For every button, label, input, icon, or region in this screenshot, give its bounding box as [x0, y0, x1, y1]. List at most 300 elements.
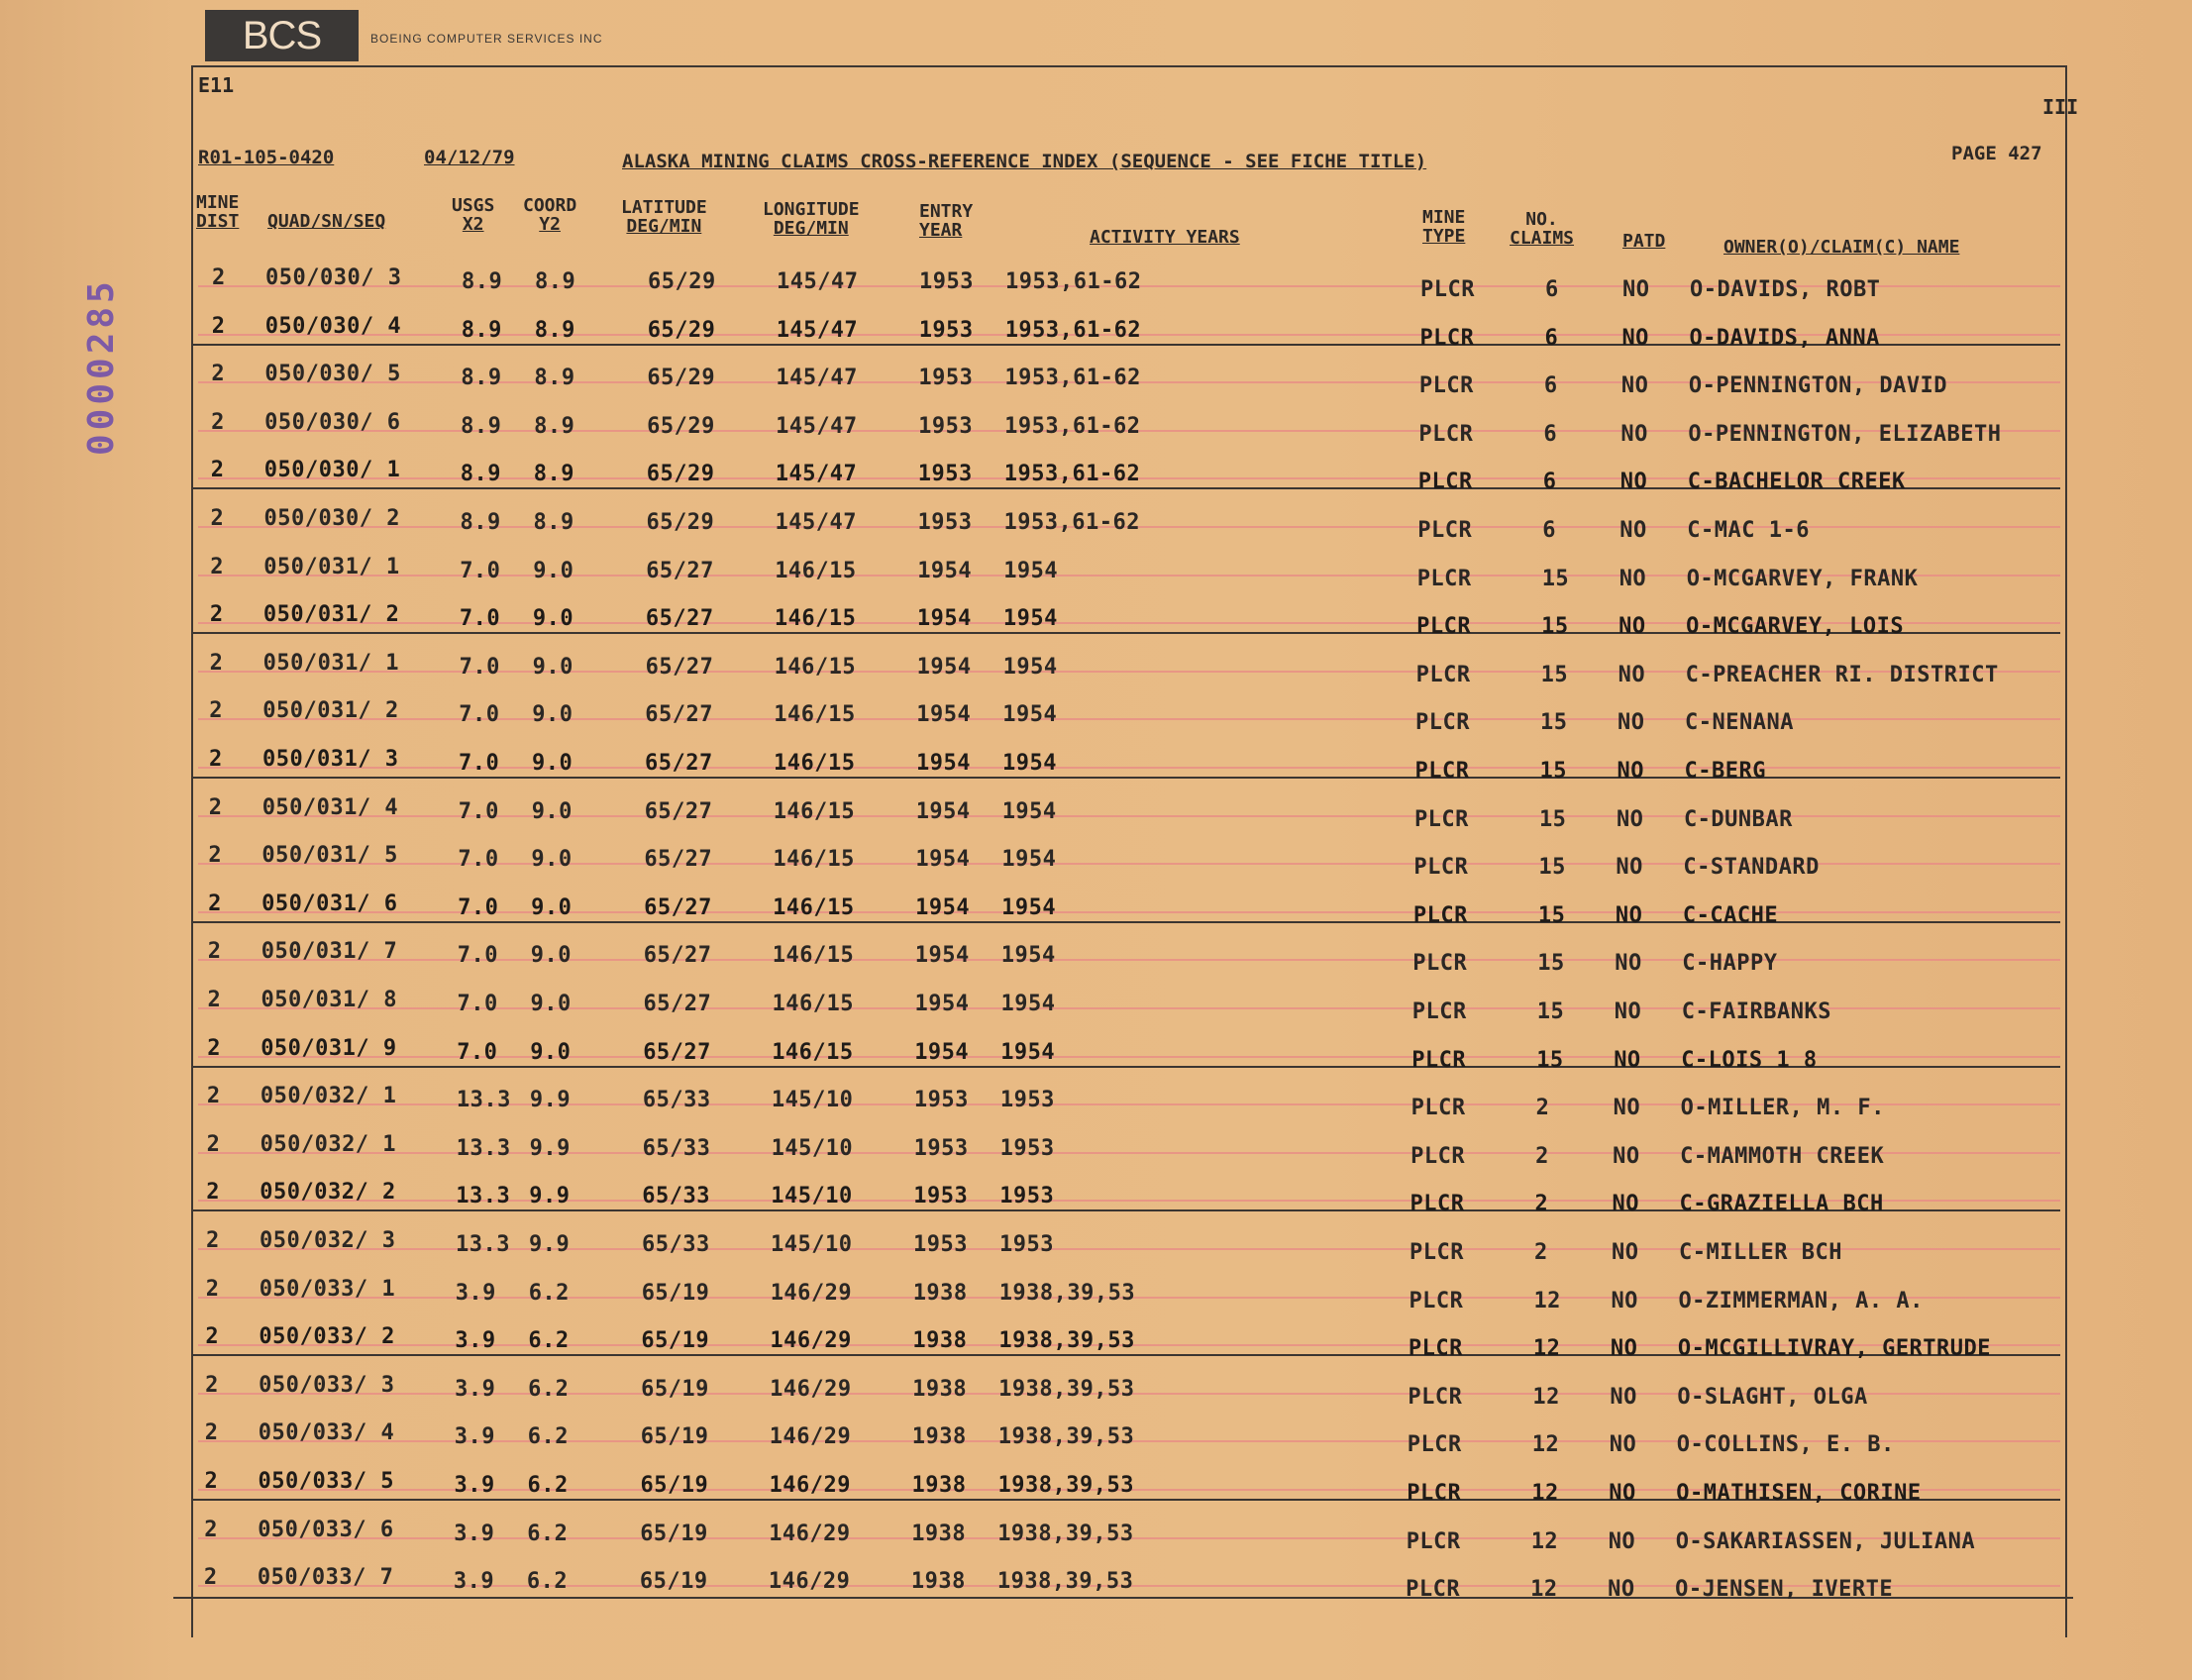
- cell-o: O-MCGILLIVRAY, GERTRUDE: [1677, 1336, 1992, 1362]
- cell-ey: 1953: [913, 1135, 969, 1161]
- cell-o: O-COLLINS, E. B.: [1676, 1432, 1895, 1458]
- cell-ey: 1953: [913, 1232, 968, 1257]
- cell-y: 9.0: [530, 1039, 572, 1065]
- table-row: [0, 837, 2192, 885]
- cell-d: 2: [203, 1565, 218, 1591]
- cell-n: 15: [1536, 999, 1565, 1024]
- cell-act: 1953,61-62: [1004, 413, 1141, 439]
- cell-x: 3.9: [455, 1376, 496, 1402]
- cell-act: 1954: [1002, 654, 1058, 680]
- cell-x: 7.0: [457, 1039, 498, 1065]
- cell-p: NO: [1609, 1432, 1637, 1458]
- cell-x: 7.0: [458, 798, 499, 824]
- table-row: [0, 1463, 2192, 1511]
- table-row: [0, 500, 2192, 548]
- cell-x: 8.9: [461, 413, 502, 439]
- table-row: [0, 1126, 2192, 1174]
- cell-p: NO: [1614, 1047, 1641, 1073]
- cell-lat: 65/29: [646, 462, 715, 487]
- cell-n: 2: [1535, 1143, 1549, 1169]
- cell-ey: 1954: [916, 702, 972, 728]
- cell-t: PLCR: [1419, 325, 1475, 351]
- cell-act: 1954: [1002, 606, 1058, 632]
- cell-ey: 1953: [918, 317, 974, 343]
- cell-q: 050/031/ 5: [261, 843, 398, 869]
- cell-ey: 1953: [919, 269, 974, 294]
- cell-n: 6: [1542, 518, 1556, 543]
- cell-q: 050/031/ 1: [262, 650, 400, 676]
- table-row: [0, 645, 2192, 692]
- cell-y: 8.9: [535, 269, 576, 294]
- table-row: [0, 886, 2192, 933]
- cell-lon: 145/10: [771, 1232, 853, 1257]
- cell-d: 2: [205, 1276, 220, 1302]
- col-header-line: TYPE: [1422, 226, 1466, 247]
- cell-q: 050/033/ 1: [259, 1276, 396, 1302]
- cell-d: 2: [210, 554, 224, 579]
- cell-lon: 146/29: [768, 1569, 851, 1595]
- cell-x: 7.0: [457, 992, 498, 1016]
- cell-d: 2: [208, 843, 223, 869]
- cell-t: PLCR: [1407, 1481, 1462, 1506]
- cell-ey: 1938: [912, 1280, 968, 1306]
- cell-q: 050/030/ 4: [264, 313, 402, 339]
- cell-p: NO: [1622, 277, 1650, 302]
- cell-n: 15: [1540, 710, 1568, 736]
- cell-d: 2: [212, 265, 226, 290]
- cell-ey: 1938: [912, 1328, 968, 1354]
- table-row: [0, 933, 2192, 981]
- cell-lon: 146/29: [769, 1521, 851, 1546]
- cell-ey: 1954: [914, 1039, 970, 1065]
- cell-x: 8.9: [461, 317, 502, 343]
- cell-d: 2: [210, 458, 225, 483]
- cell-p: NO: [1616, 855, 1643, 881]
- cell-act: 1954: [1000, 943, 1056, 969]
- cell-ey: 1954: [915, 894, 971, 920]
- cell-t: PLCR: [1410, 1096, 1466, 1121]
- cell-p: NO: [1616, 806, 1644, 832]
- cell-t: PLCR: [1409, 1192, 1465, 1217]
- cell-x: 13.3: [456, 1135, 511, 1161]
- frame-code-right: III: [2042, 95, 2079, 119]
- cell-q: 050/033/ 4: [258, 1420, 395, 1446]
- cell-t: PLCR: [1409, 1240, 1464, 1265]
- cell-lat: 65/33: [642, 1135, 711, 1161]
- cell-y: 8.9: [534, 366, 575, 391]
- cell-lat: 65/29: [648, 269, 716, 294]
- col-header-line: QUAD/SN/SEQ: [267, 211, 386, 232]
- cell-x: 7.0: [457, 943, 499, 969]
- cell-lon: 145/10: [771, 1135, 854, 1161]
- cell-ey: 1953: [918, 413, 974, 439]
- cell-lat: 65/29: [647, 317, 716, 343]
- table-row: [0, 452, 2192, 499]
- cell-y: 9.9: [529, 1184, 571, 1209]
- cell-lon: 145/47: [776, 413, 858, 439]
- cell-x: 7.0: [459, 751, 500, 776]
- cell-o: C-NENANA: [1685, 710, 1795, 736]
- table-row: [0, 789, 2192, 837]
- cell-q: 050/033/ 3: [259, 1372, 395, 1398]
- cell-act: 1953,61-62: [1004, 366, 1141, 391]
- page-number: PAGE 427: [1951, 143, 2042, 164]
- cell-x: 8.9: [461, 366, 502, 391]
- cell-p: NO: [1612, 1192, 1640, 1217]
- cell-d: 2: [209, 602, 224, 628]
- cell-t: PLCR: [1408, 1384, 1463, 1410]
- cell-act: 1954: [1002, 702, 1058, 728]
- cell-x: 7.0: [459, 606, 501, 632]
- cell-x: 3.9: [453, 1569, 495, 1595]
- table-row: [0, 1559, 2192, 1607]
- cell-lon: 146/15: [773, 847, 855, 873]
- company-name: BOEING COMPUTER SERVICES INC: [370, 32, 603, 46]
- cell-lat: 65/27: [644, 798, 713, 824]
- cell-ey: 1954: [916, 606, 972, 632]
- cell-o: O-MCGARVEY, LOIS: [1686, 614, 1905, 640]
- cell-y: 9.0: [532, 606, 574, 632]
- cell-p: NO: [1611, 1288, 1638, 1313]
- cell-q: 050/031/ 4: [261, 794, 399, 820]
- cell-act: 1953,61-62: [1003, 510, 1140, 535]
- cell-t: PLCR: [1412, 902, 1468, 928]
- cell-t: PLCR: [1415, 662, 1471, 687]
- cell-t: PLCR: [1417, 518, 1473, 543]
- cell-lat: 65/27: [644, 847, 713, 873]
- cell-t: PLCR: [1414, 759, 1470, 784]
- cell-x: 8.9: [462, 269, 503, 294]
- table-row: [0, 596, 2192, 644]
- cell-ey: 1938: [911, 1473, 967, 1498]
- cell-lat: 65/27: [645, 606, 714, 632]
- report-date: 04/12/79: [424, 147, 515, 168]
- cell-y: 6.2: [527, 1424, 570, 1450]
- cell-n: 15: [1541, 566, 1570, 591]
- cell-y: 9.0: [531, 847, 573, 873]
- cell-act: 1954: [1000, 1039, 1056, 1065]
- col-header-line: OWNER(O)/CLAIM(C) NAME: [1723, 237, 1960, 258]
- cell-y: 8.9: [533, 462, 575, 487]
- cell-x: 8.9: [460, 462, 502, 487]
- cell-o: C-CACHE: [1682, 902, 1779, 928]
- col-header-line: DEG/MIN: [626, 216, 702, 237]
- cell-p: NO: [1613, 1096, 1641, 1121]
- cell-n: 2: [1535, 1096, 1550, 1121]
- table-row: [0, 308, 2192, 356]
- cell-t: PLCR: [1406, 1577, 1461, 1603]
- cell-n: 2: [1534, 1240, 1548, 1265]
- cell-x: 3.9: [454, 1521, 495, 1546]
- cell-act: 1954: [1002, 751, 1057, 776]
- col-header-line: DIST: [196, 211, 240, 232]
- cell-y: 8.9: [534, 413, 575, 439]
- cell-d: 2: [209, 698, 224, 724]
- cell-q: 050/031/ 6: [261, 891, 398, 916]
- cell-act: 1953,61-62: [1003, 462, 1141, 487]
- cell-y: 9.0: [532, 654, 574, 680]
- table-row: [0, 1512, 2192, 1559]
- cell-lon: 145/47: [776, 317, 859, 343]
- cell-d: 2: [204, 1420, 219, 1446]
- cell-lon: 146/15: [774, 751, 856, 776]
- cell-n: 15: [1538, 806, 1567, 832]
- cell-q: 050/032/ 1: [260, 1084, 397, 1109]
- cell-act: 1938,39,53: [998, 1328, 1135, 1354]
- cell-lat: 65/29: [647, 366, 716, 391]
- cell-ey: 1954: [915, 847, 971, 873]
- cell-q: 050/033/ 6: [258, 1517, 394, 1542]
- cell-ey: 1954: [917, 558, 973, 583]
- cell-p: NO: [1620, 421, 1648, 447]
- cell-lat: 65/27: [646, 558, 714, 583]
- cell-ey: 1953: [917, 462, 973, 487]
- cell-lon: 146/29: [770, 1328, 852, 1354]
- cell-act: 1953,61-62: [1004, 317, 1142, 343]
- cell-q: 050/031/ 1: [263, 554, 400, 579]
- cell-o: O-MCGARVEY, FRANK: [1686, 566, 1919, 591]
- cell-t: PLCR: [1406, 1528, 1461, 1554]
- cell-lon: 146/15: [773, 894, 855, 920]
- cell-o: C-HAPPY: [1682, 951, 1778, 977]
- cell-q: 050/030/ 1: [263, 458, 401, 483]
- cell-q: 050/033/ 2: [259, 1324, 395, 1350]
- cell-p: NO: [1618, 566, 1647, 591]
- cell-x: 7.0: [458, 847, 499, 873]
- cell-y: 8.9: [533, 510, 574, 535]
- cell-lat: 65/19: [641, 1280, 710, 1306]
- cell-lon: 146/15: [775, 558, 857, 583]
- cell-y: 8.9: [534, 317, 575, 343]
- cell-d: 2: [206, 1084, 221, 1109]
- cell-act: 1938,39,53: [998, 1280, 1136, 1306]
- cell-act: 1954: [1001, 847, 1057, 873]
- cell-lat: 65/27: [643, 943, 712, 969]
- cell-y: 9.0: [532, 751, 574, 776]
- table-row: [0, 1318, 2192, 1366]
- report-id: R01-105-0420: [198, 147, 335, 168]
- cell-o: O-ZIMMERMAN, A. A.: [1678, 1288, 1924, 1313]
- cell-o: C-PREACHER RI. DISTRICT: [1685, 662, 1999, 687]
- row-separator: [193, 777, 2060, 779]
- cell-lat: 65/29: [646, 510, 715, 535]
- col-header-line: LATITUDE: [621, 197, 707, 218]
- cell-p: NO: [1619, 470, 1648, 495]
- cell-o: O-MILLER, M. F.: [1680, 1096, 1885, 1121]
- cell-d: 2: [204, 1469, 219, 1494]
- cell-act: 1954: [1000, 992, 1056, 1016]
- col-header-line: PATD: [1622, 231, 1666, 252]
- col-header-line: LONGITUDE: [763, 199, 860, 220]
- cell-n: 12: [1531, 1481, 1559, 1506]
- cell-ey: 1938: [911, 1424, 967, 1450]
- cell-d: 2: [209, 747, 223, 772]
- cell-d: 2: [208, 794, 223, 820]
- table-row: [0, 692, 2192, 740]
- cell-d: 2: [211, 313, 226, 339]
- cell-o: C-STANDARD: [1683, 855, 1820, 881]
- cell-q: 050/032/ 3: [260, 1228, 396, 1253]
- cell-n: 6: [1543, 421, 1558, 447]
- cell-t: PLCR: [1418, 421, 1474, 447]
- cell-ey: 1954: [914, 992, 970, 1016]
- cell-o: C-DUNBAR: [1683, 806, 1793, 832]
- cell-t: PLCR: [1413, 806, 1469, 832]
- side-stamp-number: 0000285: [81, 277, 122, 456]
- cell-lat: 65/19: [640, 1521, 708, 1546]
- cell-q: 050/031/ 3: [262, 747, 399, 772]
- cell-y: 9.0: [530, 943, 573, 969]
- cell-t: PLCR: [1408, 1336, 1463, 1362]
- cell-x: 3.9: [454, 1424, 496, 1450]
- col-header-line: YEAR: [919, 220, 963, 241]
- cell-n: 15: [1537, 902, 1566, 928]
- cell-o: O-JENSEN, IVERTE: [1675, 1577, 1894, 1603]
- cell-o: O-DAVIDS, ANNA: [1689, 325, 1880, 351]
- cell-t: PLCR: [1410, 1143, 1466, 1169]
- cell-p: NO: [1618, 614, 1646, 640]
- cell-y: 6.2: [528, 1280, 570, 1306]
- cell-n: 2: [1534, 1192, 1549, 1217]
- cell-lon: 146/15: [774, 606, 857, 632]
- cell-n: 12: [1530, 1528, 1559, 1554]
- col-header-line: ACTIVITY YEARS: [1090, 227, 1240, 248]
- cell-act: 1954: [1003, 558, 1059, 583]
- col-header-line: DEG/MIN: [773, 218, 849, 239]
- cell-o: C-MAMMOTH CREEK: [1680, 1143, 1885, 1169]
- cell-t: PLCR: [1415, 710, 1471, 736]
- cell-q: 050/031/ 2: [262, 602, 400, 628]
- cell-x: 3.9: [455, 1328, 496, 1354]
- cell-act: 1954: [1001, 894, 1057, 920]
- cell-n: 15: [1541, 614, 1569, 640]
- cell-x: 13.3: [456, 1088, 511, 1113]
- col-header-line: Y2: [539, 214, 561, 235]
- cell-d: 2: [207, 988, 222, 1012]
- cell-d: 2: [206, 1131, 221, 1157]
- cell-p: NO: [1615, 951, 1642, 977]
- cell-lon: 146/29: [769, 1473, 851, 1498]
- cell-o: O-MATHISEN, CORINE: [1676, 1481, 1922, 1506]
- cell-lat: 65/27: [645, 702, 714, 728]
- cell-p: NO: [1608, 1577, 1635, 1603]
- cell-q: 050/032/ 1: [260, 1131, 397, 1157]
- cell-q: 050/030/ 6: [264, 409, 401, 435]
- cell-ey: 1954: [916, 751, 971, 776]
- cell-o: C-BERG: [1684, 759, 1766, 784]
- cell-d: 2: [209, 650, 224, 676]
- cell-ey: 1938: [911, 1521, 967, 1546]
- cell-lon: 145/10: [771, 1184, 853, 1209]
- cell-y: 9.0: [531, 894, 573, 920]
- table-row: [0, 982, 2192, 1029]
- cell-x: 8.9: [460, 510, 501, 535]
- cell-p: NO: [1610, 1384, 1637, 1410]
- cell-lon: 146/15: [774, 654, 857, 680]
- cell-lon: 146/15: [773, 798, 856, 824]
- cell-o: C-MILLER BCH: [1679, 1240, 1842, 1265]
- cell-o: O-PENNINGTON, DAVID: [1688, 373, 1948, 399]
- cell-n: 15: [1537, 951, 1565, 977]
- col-header-line: ENTRY: [919, 201, 974, 222]
- cell-q: 050/031/ 7: [261, 939, 398, 965]
- cell-n: 15: [1538, 855, 1566, 881]
- cell-y: 6.2: [527, 1473, 569, 1498]
- cell-p: NO: [1618, 710, 1645, 736]
- table-row: [0, 356, 2192, 403]
- cell-n: 15: [1539, 759, 1567, 784]
- cell-y: 6.2: [527, 1521, 569, 1546]
- cell-t: PLCR: [1409, 1288, 1464, 1313]
- cell-p: NO: [1617, 759, 1644, 784]
- cell-p: NO: [1610, 1336, 1638, 1362]
- cell-o: O-SAKARIASSEN, JULIANA: [1675, 1528, 1976, 1554]
- cell-o: O-DAVIDS, ROBT: [1690, 277, 1881, 302]
- cell-n: 12: [1531, 1432, 1560, 1458]
- cell-lon: 146/29: [770, 1280, 853, 1306]
- cell-d: 2: [204, 1517, 218, 1542]
- cell-act: 1938,39,53: [997, 1473, 1134, 1498]
- cell-d: 2: [210, 506, 225, 531]
- cell-act: 1953: [999, 1184, 1055, 1209]
- cell-lon: 146/15: [772, 943, 855, 969]
- cell-act: 1953: [999, 1135, 1055, 1161]
- cell-q: 050/030/ 3: [265, 265, 402, 290]
- cell-lat: 65/19: [639, 1569, 708, 1595]
- cell-x: 7.0: [459, 702, 500, 728]
- cell-p: NO: [1608, 1528, 1636, 1554]
- cell-x: 13.3: [456, 1184, 511, 1209]
- cell-lat: 65/19: [640, 1424, 709, 1450]
- cell-act: 1938,39,53: [997, 1424, 1135, 1450]
- table-row: [0, 1030, 2192, 1078]
- table-row: [0, 1222, 2192, 1270]
- cell-act: 1938,39,53: [997, 1521, 1134, 1546]
- cell-o: C-GRAZIELLA BCH: [1679, 1192, 1884, 1217]
- table-row: [0, 741, 2192, 788]
- cell-lat: 65/33: [642, 1184, 711, 1209]
- cell-q: 050/032/ 2: [260, 1180, 396, 1206]
- cell-ey: 1953: [917, 510, 973, 535]
- cell-n: 15: [1540, 662, 1569, 687]
- cell-x: 7.0: [460, 558, 501, 583]
- frame-code-left: E11: [198, 73, 235, 97]
- cell-t: PLCR: [1411, 999, 1467, 1024]
- cell-act: 1953: [999, 1088, 1055, 1113]
- cell-d: 2: [208, 891, 222, 916]
- cell-n: 12: [1530, 1577, 1558, 1603]
- cell-p: NO: [1613, 1143, 1640, 1169]
- cell-q: 050/033/ 7: [257, 1565, 394, 1591]
- cell-t: PLCR: [1420, 277, 1475, 302]
- cell-p: NO: [1615, 902, 1643, 928]
- cell-t: PLCR: [1413, 855, 1469, 881]
- cell-y: 9.0: [531, 798, 573, 824]
- cell-lat: 65/19: [641, 1376, 709, 1402]
- table-row: [0, 1078, 2192, 1125]
- cell-t: PLCR: [1418, 373, 1474, 399]
- cell-ey: 1938: [910, 1569, 966, 1595]
- cell-q: 050/033/ 5: [258, 1469, 394, 1494]
- cell-p: NO: [1614, 999, 1642, 1024]
- cell-lon: 145/47: [777, 269, 859, 294]
- table-row: [0, 404, 2192, 452]
- cell-x: 3.9: [455, 1280, 496, 1306]
- cell-lon: 145/47: [775, 462, 858, 487]
- table-row: [0, 260, 2192, 307]
- cell-lon: 145/47: [775, 510, 857, 535]
- cell-d: 2: [211, 362, 226, 387]
